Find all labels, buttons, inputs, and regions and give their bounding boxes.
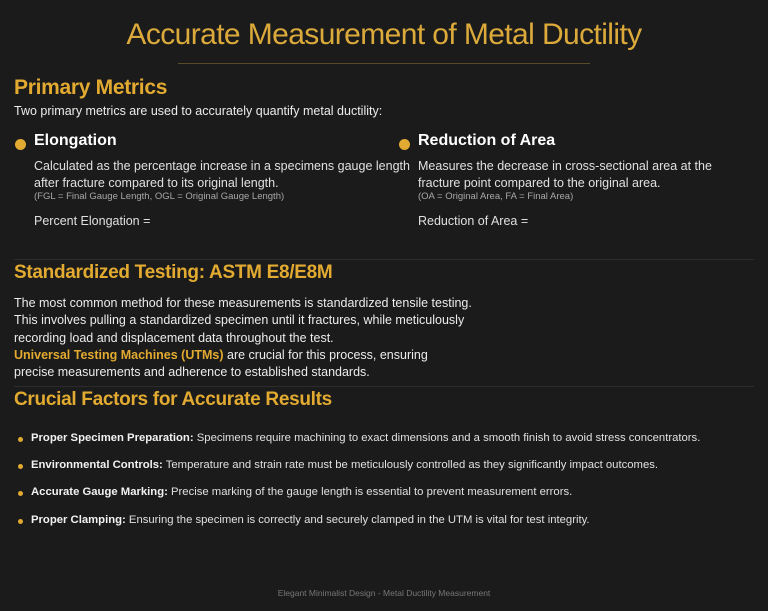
- factors-heading: Crucial Factors for Accurate Results: [14, 389, 332, 410]
- testing-line: precise measurements and adherence to established standards.: [14, 365, 370, 379]
- metric-desc-line: Calculated as the percentage increase in a specimens gauge length: [34, 159, 410, 173]
- factor-item: [31, 486, 572, 498]
- factor-label: Environmental Controls:: [31, 459, 163, 471]
- metric-desc-line: after fracture compared to its original length.: [34, 176, 279, 190]
- bullet-icon: [18, 491, 23, 496]
- factor-label: Proper Clamping:: [31, 514, 126, 526]
- footer: Elegant Minimalist Design - Metal Ductility Measurement: [277, 588, 491, 598]
- factor-item: [31, 459, 658, 471]
- testing-heading: Standardized Testing: ASTM E8/E8M: [14, 262, 333, 283]
- bullet-icon: [15, 139, 26, 150]
- factor-text: Specimens require machining to exact dimensions and a smooth finish to avoid stress concentrators.: [193, 432, 701, 444]
- metric-desc-line: fracture point compared to the original area.: [418, 176, 661, 190]
- factor-text: Precise marking of the gauge length is essential to prevent measurement errors.: [167, 486, 573, 498]
- bullet-icon: [18, 519, 23, 524]
- testing-line: The most common method for these measurements is standardized tensile testing.: [14, 296, 472, 310]
- factor-item: [31, 432, 700, 444]
- page-title: Accurate Measurement of Metal Ductility: [126, 18, 642, 51]
- utm-highlight: Universal Testing Machines (UTMs): [14, 348, 224, 362]
- testing-line: [14, 347, 428, 364]
- bullet-icon: [18, 464, 23, 469]
- metric-note: (FGL = Final Gauge Length, OGL = Original Gauge Length): [34, 191, 285, 202]
- factor-label: Proper Specimen Preparation:: [31, 432, 194, 444]
- metric-title: Reduction of Area: [418, 132, 556, 149]
- testing-line-rest: are crucial for this process, ensuring: [223, 348, 428, 362]
- primary-metrics-heading: Primary Metrics: [14, 76, 168, 99]
- factor-text: Ensuring the specimen is correctly and securely clamped in the UTM is vital for test integrity.: [125, 514, 590, 526]
- metric-desc-line: Measures the decrease in cross-sectional area at the: [418, 159, 712, 173]
- factor-label: Accurate Gauge Marking:: [31, 486, 168, 498]
- section-divider: [14, 259, 754, 260]
- primary-intro: Two primary metrics are used to accurately quantify metal ductility:: [14, 104, 383, 118]
- title-divider: [178, 63, 590, 64]
- bullet-icon: [399, 139, 410, 150]
- metric-title: Elongation: [34, 132, 117, 149]
- bullet-icon: [18, 437, 23, 442]
- metric-formula: Reduction of Area =: [418, 214, 529, 228]
- metric-note: (OA = Original Area, FA = Final Area): [418, 191, 574, 202]
- metric-formula: Percent Elongation =: [34, 214, 151, 228]
- factor-item: [31, 514, 590, 526]
- section-divider: [14, 386, 754, 387]
- testing-line: This involves pulling a standardized specimen until it fractures, while meticulously: [14, 313, 465, 327]
- testing-line: recording load and displacement data throughout the test.: [14, 331, 334, 345]
- factor-text: Temperature and strain rate must be meticulously controlled as they significantly impact outcomes.: [162, 459, 659, 471]
